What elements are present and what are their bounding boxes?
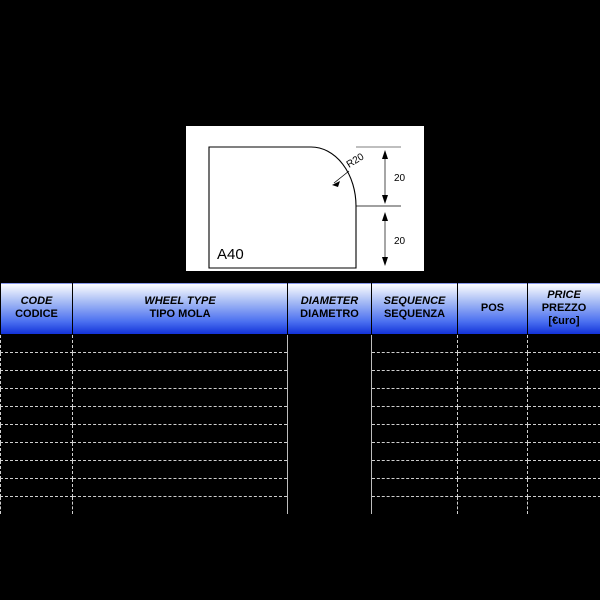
table-row[interactable] bbox=[1, 461, 600, 479]
cell-pos[interactable] bbox=[458, 461, 528, 479]
table-row[interactable] bbox=[1, 497, 600, 515]
cell-price[interactable] bbox=[528, 497, 600, 515]
column-header-code[interactable] bbox=[1, 283, 73, 335]
cell-code[interactable] bbox=[1, 407, 73, 425]
cell-price[interactable] bbox=[528, 479, 600, 497]
cell-code[interactable] bbox=[1, 389, 73, 407]
arrow-up-icon-lower bbox=[382, 212, 388, 221]
cell-wheel-type[interactable] bbox=[73, 335, 288, 353]
arrow-down-icon bbox=[382, 195, 388, 204]
dimension-lower-label: 20 bbox=[394, 236, 406, 247]
table-row[interactable] bbox=[1, 335, 600, 353]
table-row[interactable] bbox=[1, 443, 600, 461]
column-header-sequence-en: SEQUENCE bbox=[383, 295, 446, 307]
radius-label: R20 bbox=[344, 151, 367, 171]
cell-price[interactable] bbox=[528, 371, 600, 389]
part-code-label: A40 bbox=[217, 246, 244, 263]
cell-code[interactable] bbox=[1, 371, 73, 389]
cell-diameter[interactable] bbox=[288, 479, 372, 497]
table-row[interactable] bbox=[1, 425, 600, 443]
arrow-up-icon bbox=[382, 150, 388, 159]
cell-wheel-type[interactable] bbox=[73, 461, 288, 479]
cell-wheel-type[interactable] bbox=[73, 443, 288, 461]
table-row[interactable] bbox=[1, 353, 600, 371]
cell-pos[interactable] bbox=[458, 479, 528, 497]
column-header-price-unit: [€uro] bbox=[548, 314, 580, 327]
cell-code[interactable] bbox=[1, 461, 73, 479]
technical-drawing-panel bbox=[185, 125, 425, 272]
cell-sequence[interactable] bbox=[372, 353, 458, 371]
cell-wheel-type[interactable] bbox=[73, 353, 288, 371]
cell-sequence[interactable] bbox=[372, 371, 458, 389]
cell-code[interactable] bbox=[1, 425, 73, 443]
column-header-sequence-it: SEQUENZA bbox=[383, 308, 446, 320]
cell-sequence[interactable] bbox=[372, 443, 458, 461]
cell-diameter[interactable] bbox=[288, 497, 372, 515]
column-header-price-en: PRICE bbox=[547, 288, 581, 301]
cell-sequence[interactable] bbox=[372, 461, 458, 479]
column-header-diameter[interactable] bbox=[288, 283, 372, 335]
cell-sequence[interactable] bbox=[372, 497, 458, 515]
column-header-price[interactable] bbox=[528, 283, 600, 335]
cell-price[interactable] bbox=[528, 461, 600, 479]
column-header-diameter-it: DIAMETRO bbox=[300, 308, 359, 320]
column-header-price-it: PREZZO bbox=[541, 301, 587, 314]
arrow-down-icon-lower bbox=[382, 257, 388, 266]
column-header-wheel-type-en: WHEEL TYPE bbox=[144, 295, 216, 307]
column-header-wheel-type[interactable] bbox=[73, 283, 288, 335]
drawing-svg bbox=[186, 126, 426, 273]
cell-wheel-type[interactable] bbox=[73, 371, 288, 389]
cell-code[interactable] bbox=[1, 443, 73, 461]
cell-diameter[interactable] bbox=[288, 443, 372, 461]
cell-pos[interactable] bbox=[458, 407, 528, 425]
cell-sequence[interactable] bbox=[372, 389, 458, 407]
cell-code[interactable] bbox=[1, 335, 73, 353]
cell-wheel-type[interactable] bbox=[73, 497, 288, 515]
cell-sequence[interactable] bbox=[372, 335, 458, 353]
cell-price[interactable] bbox=[528, 425, 600, 443]
table-body bbox=[1, 335, 600, 515]
table-row[interactable] bbox=[1, 389, 600, 407]
cell-code[interactable] bbox=[1, 353, 73, 371]
cell-wheel-type[interactable] bbox=[73, 389, 288, 407]
cell-price[interactable] bbox=[528, 443, 600, 461]
column-header-code-en: CODE bbox=[20, 295, 53, 307]
cell-pos[interactable] bbox=[458, 425, 528, 443]
cell-diameter[interactable] bbox=[288, 461, 372, 479]
parts-table bbox=[0, 282, 600, 514]
cell-pos[interactable] bbox=[458, 353, 528, 371]
cell-diameter[interactable] bbox=[288, 425, 372, 443]
table-row[interactable] bbox=[1, 371, 600, 389]
cell-sequence[interactable] bbox=[372, 407, 458, 425]
cell-diameter[interactable] bbox=[288, 371, 372, 389]
table-header-row bbox=[1, 283, 600, 335]
cell-diameter[interactable] bbox=[288, 335, 372, 353]
table-row[interactable] bbox=[1, 407, 600, 425]
column-header-sequence[interactable] bbox=[372, 283, 458, 335]
column-header-diameter-en: DIAMETER bbox=[300, 295, 359, 307]
cell-pos[interactable] bbox=[458, 335, 528, 353]
cell-price[interactable] bbox=[528, 335, 600, 353]
cell-sequence[interactable] bbox=[372, 425, 458, 443]
cell-sequence[interactable] bbox=[372, 479, 458, 497]
cell-price[interactable] bbox=[528, 353, 600, 371]
cell-code[interactable] bbox=[1, 497, 73, 515]
cell-price[interactable] bbox=[528, 389, 600, 407]
cell-diameter[interactable] bbox=[288, 407, 372, 425]
cell-code[interactable] bbox=[1, 479, 73, 497]
cell-diameter[interactable] bbox=[288, 353, 372, 371]
cell-price[interactable] bbox=[528, 407, 600, 425]
column-header-pos[interactable] bbox=[458, 283, 528, 335]
cell-pos[interactable] bbox=[458, 443, 528, 461]
dimension-upper-label: 20 bbox=[394, 173, 406, 184]
cell-pos[interactable] bbox=[458, 389, 528, 407]
cell-pos[interactable] bbox=[458, 371, 528, 389]
cell-wheel-type[interactable] bbox=[73, 407, 288, 425]
cell-wheel-type[interactable] bbox=[73, 425, 288, 443]
column-header-code-it: CODICE bbox=[15, 308, 58, 320]
table-row[interactable] bbox=[1, 479, 600, 497]
column-header-pos-it: POS bbox=[480, 301, 505, 314]
cell-pos[interactable] bbox=[458, 497, 528, 515]
cell-diameter[interactable] bbox=[288, 389, 372, 407]
cell-wheel-type[interactable] bbox=[73, 479, 288, 497]
column-header-wheel-type-it: TIPO MOLA bbox=[149, 308, 211, 320]
